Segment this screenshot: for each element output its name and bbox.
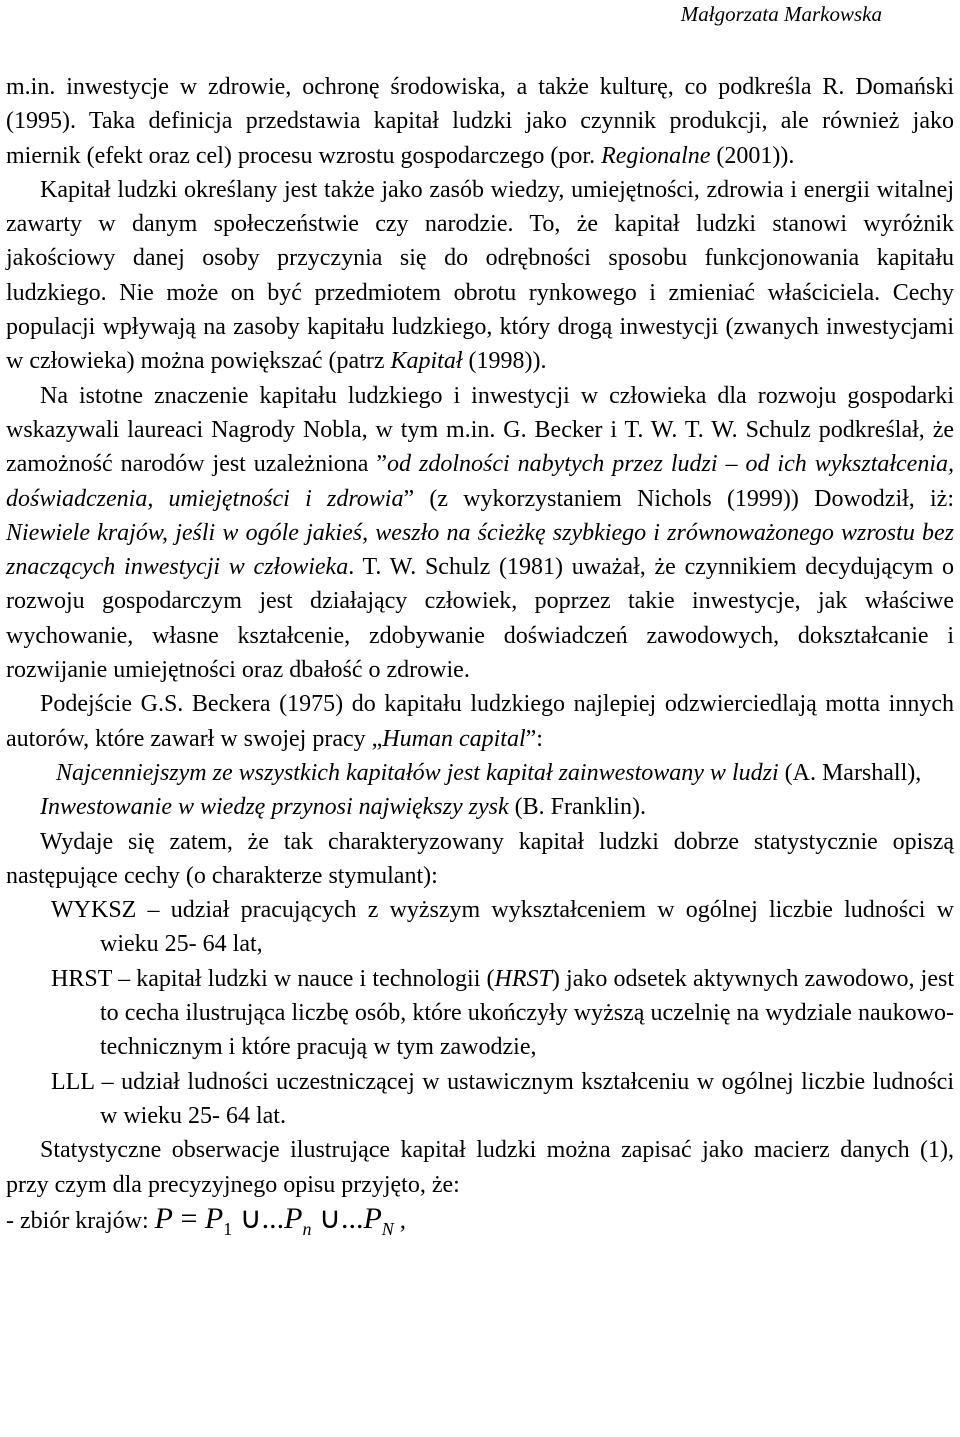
paragraph-6: Statystyczne obserwacje ilustrujące kapitał ludzki można zapisać jako macierz danych (1), przy czym dla precyzyjnego opisu przyjęto, że:: [6, 1137, 954, 1198]
definition-wyksz: WYKSZ – udział pracujących z wyższym wykształceniem w ogólnej liczbie ludności w wieku 25- 64 lat,: [51, 897, 954, 958]
definition-lll: LLL – udział ludności uczestniczącej w ustawicznym kształceniu w ogólnej liczbie ludności w wieku 25- 64 lat.: [51, 1068, 954, 1129]
paragraph-4: Podejście G.S. Beckera (1975) do kapitału ludzkiego najlepiej odzwierciedlają motta innych autorów, które zawarł w swojej pracy „Human capital”:: [6, 691, 954, 752]
formula-line: - zbiór krajów: $P = P_1$ $\cup...P_n$ $\cup...P_N$ ,: [6, 1201, 406, 1239]
definition-hrst: HRST – kapitał ludzki w nauce i technologii (HRST) jako odsetek aktywnych zawodowo, jest to cecha ilustrująca liczbę osób, które ukończyły wyższą uczelnię na wydziale naukowo-technicznym i które pracują w tym zawodzie,: [51, 965, 954, 1061]
set-formula: $P = P_1$ $\cup...P_n$ $\cup...P_N$: [154, 1201, 394, 1239]
document-body: [6, 70, 954, 1246]
paragraph-2: Kapitał ludzki określany jest także jako zasób wiedzy, umiejętności, zdrowia i energii witalnej zawarty w danym społeczeństwie czy narodzie. To, że kapitał ludzki stanowi wyróżnik jakościowy danej osoby przyczynia się do odrębności sposobu funkcjonowania kapitału ludzkiego. Nie może on być przedmiotem obrotu rynkowego i zmieniać właściciela. Cechy populacji wpływają na zasoby kapitału ludzkiego, który drogą inwestycji (zwanych inwestycjami w człowieka) można powiększać (patrz Kapitał (1998)).: [6, 176, 954, 375]
motto-quote-1: Najcenniejszym ze wszystkich kapitałów jest kapitał zainwestowany w ludzi (A. Marshall),: [56, 759, 922, 786]
motto-quote-2: Inwestowanie w wiedzę przynosi największy zysk (B. Franklin).: [40, 794, 646, 821]
paragraph-1: m.in. inwestycje w zdrowie, ochronę środowiska, a także kulturę, co podkreśla R. Domański (1995). Taka definicja przedstawia kapitał ludzki jako czynnik produkcji, ale również jako miernik (efekt oraz cel) procesu wzrostu gospodarczego (por. Regionalne (2001)).: [6, 74, 954, 169]
page-header-author: Małgorzata Markowska: [680, 2, 882, 26]
paragraph-3: Na istotne znaczenie kapitału ludzkiego i inwestycji w człowieka dla rozwoju gospodarki wskazywali laureaci Nagrody Nobla, w tym m.in. G. Becker i T. W. T. W. Schulz podkreślał, że zamożność narodów jest uzależniona ”od zdolności nabytych przez ludzi – od ich wykształcenia, doświadczenia, umiejętności i zdrowia” (z wykorzystaniem Nichols (1999)) Dowodził, iż: Niewiele krajów, jeśli w ogóle jakieś, weszło na ścieżkę szybkiego i zrównoważonego wzrostu bez znaczących inwestycji w człowieka. T. W. Schulz (1981) uważał, że czynnikiem decydującym o rozwoju gospodarczym jest działający człowiek, poprzez takie inwestycje, jak właściwe wychowanie, własne kształcenie, zdobywanie doświadczeń zawodowych, dokształcanie i rozwijanie umiejętności oraz dbałość o zdrowie.: [6, 382, 955, 684]
paragraph-5: Wydaje się zatem, że tak charakteryzowany kapitał ludzki dobrze statystycznie opiszą następujące cechy (o charakterze stymulant):: [6, 828, 954, 889]
